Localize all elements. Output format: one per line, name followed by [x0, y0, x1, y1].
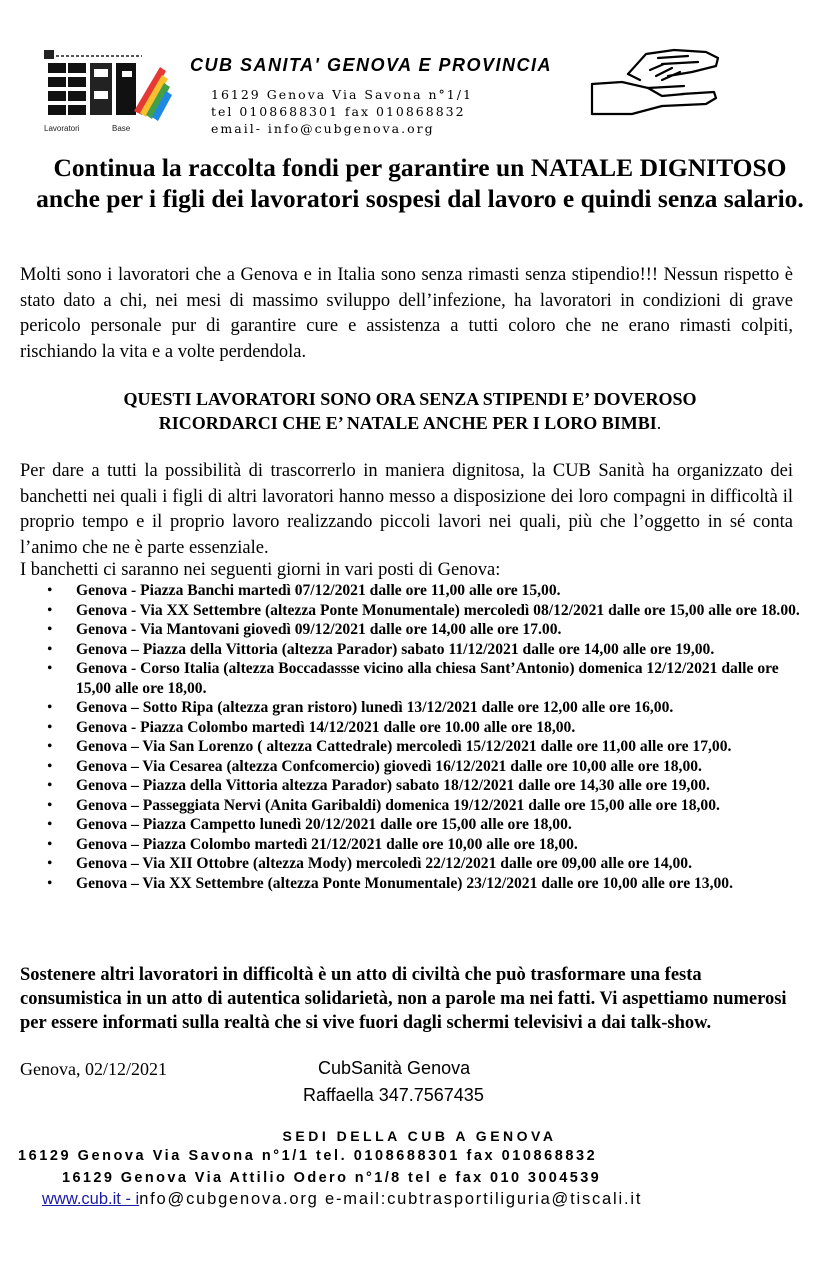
bullet-icon: •	[47, 738, 53, 755]
event-text: Genova – Piazza della Vittoria (altezza Parador) sabato 11/12/2021 dalle ore 14,00 alle ore 19,00.	[76, 640, 715, 658]
bullet-icon: •	[47, 757, 53, 775]
bullet-icon: •	[47, 835, 53, 853]
event-text: Genova - Piazza Colombo martedì 14/12/2021 dalle ore 10.00 alle ore 18,00.	[76, 718, 576, 736]
event-item	[0, 815, 800, 835]
bullet-icon: •	[47, 718, 53, 736]
event-text: Genova – Piazza della Vittoria altezza Parador) sabato 18/12/2021 dalle ore 14,30 alle ore 19,00.	[76, 777, 710, 794]
event-text: Genova – Piazza Campetto lunedì 20/12/2021 dalle ore 15,00 alle ore 18,00.	[76, 816, 572, 833]
footer-address-2: 16129 Genova Via Attilio Odero n°1/8 tel e fax 010 3004539	[62, 1170, 602, 1186]
caps-notice	[20, 387, 800, 435]
bullet-icon: •	[47, 601, 53, 619]
event-text: Genova – Sotto Ripa (altezza gran ristoro) lunedì 13/12/2021 dalle ore 12,00 alle ore 16,00.	[76, 699, 674, 716]
event-item	[0, 640, 800, 660]
event-item	[0, 835, 800, 855]
event-item	[0, 854, 800, 874]
bullet-icon: •	[47, 855, 53, 872]
events-intro: I banchetti ci saranno nei seguenti giorni in vari posti di Genova:	[20, 560, 501, 580]
helping-hands-icon	[588, 44, 722, 118]
footer-title: SEDI DELLA CUB A GENOVA	[282, 1128, 557, 1144]
bullet-icon: •	[47, 796, 53, 814]
event-text: Genova – Via San Lorenzo ( altezza Cattedrale) mercoledì 15/12/2021 dalle ore 11,00 alle ore 17,00.	[76, 738, 732, 755]
caps-notice-line2: RICORDARCI CHE E’ NATALE ANCHE PER I LORO BIMBI	[158, 413, 657, 433]
event-text: Genova – Piazza Colombo martedì 21/12/2021 dalle ore 10,00 alle ore 18,00.	[76, 835, 578, 853]
bullet-icon: •	[47, 660, 53, 677]
event-text: Genova – Via XII Ottobre (altezza Mody) mercoledì 22/12/2021 dalle ore 09,00 alle ore 14,00.	[76, 855, 693, 872]
bullet-icon: •	[47, 640, 53, 658]
footer-address-1: 16129 Genova Via Savona n°1/1 tel. 0108688301 fax 010868832	[18, 1148, 598, 1164]
bullet-icon: •	[47, 699, 53, 716]
event-text: Genova - Corso Italia (altezza Boccadassse vicino alla chiesa Sant’Antonio) domenica 12/12/2021 dalle ore 15,00 alle ore 18,00.	[76, 660, 779, 697]
svg-text:Lavoratori: Lavoratori	[44, 124, 80, 133]
second-paragraph: Per dare a tutti la possibilità di trascorrerlo in maniera dignitosa, la CUB Sanità ha organizzato dei banchetti nei quali i figli di altri lavoratori hanno messo a disposizione dei loro compagni in difficoltà il proprio tempo e il proprio lavoro realizzando piccoli lavori nei quali, più che l’oggetto in sé conta l’animo che ne è parte essenziale.	[20, 461, 793, 558]
event-item	[0, 718, 800, 738]
signature-org: CubSanità Genova	[318, 1058, 471, 1078]
org-address-line: 16129 Genova Via Savona n°1/1	[211, 87, 473, 102]
bullet-icon: •	[47, 582, 53, 599]
caps-notice-line1: QUESTI LAVORATORI SONO ORA SENZA STIPENDI E’ DOVEROSO	[123, 389, 697, 409]
intro-paragraph: Molti sono i lavoratori che a Genova e in Italia sono senza rimasti senza stipendio!!! Nessun rispetto è stato dato a chi, nei mesi di massimo sviluppo dell’infezione, ha lavoratori in condizioni di grave pericolo personale pur di garantire cure e assistenza a tutti coloro che ne erano rimasti colpiti, rischiando la vita e a volte perdendola.	[20, 265, 793, 362]
event-item	[0, 874, 800, 894]
event-item	[0, 776, 800, 796]
bullet-icon: •	[47, 816, 53, 833]
page-title: Continua la raccolta fondi per garantire un NATALE DIGNITOSO anche per i figli dei lavoratori sospesi dal lavoro e quindi senza salario.	[36, 153, 804, 213]
svg-text:Base: Base	[112, 124, 131, 133]
event-text: Genova – Via XX Settembre (altezza Ponte Monumentale) 23/12/2021 dalle ore 10,00 alle ore 13,00.	[76, 874, 733, 892]
event-item	[0, 796, 800, 816]
org-phone-line: tel 0108688301 fax 010868832	[211, 104, 466, 119]
bullet-icon: •	[47, 621, 53, 638]
event-item	[0, 757, 800, 777]
event-item	[0, 698, 800, 718]
event-text: Genova – Via Cesarea (altezza Confcomercio) giovedì 16/12/2021 dalle ore 10,00 alle ore 18,00.	[76, 757, 702, 775]
event-item	[0, 601, 800, 621]
org-name: CUB SANITA' GENOVA E PROVINCIA	[190, 55, 552, 75]
event-item	[0, 581, 800, 601]
event-item	[0, 737, 800, 757]
event-text: Genova - Via XX Settembre (altezza Ponte Monumentale) mercoledì 08/12/2021 dalle ore 15,00 alle ore 18.00.	[76, 601, 800, 619]
org-email-line: email- info@cubgenova.org	[211, 121, 435, 136]
footer-emails: nfo@cubgenova.org e-mail:cubtrasportiliguria@tiscali.it	[139, 1190, 643, 1208]
footer-contacts	[42, 1190, 642, 1209]
event-text: Genova - Piazza Banchi martedì 07/12/2021 dalle ore 11,00 alle ore 15,00.	[76, 582, 561, 599]
caps-notice-end: .	[656, 413, 662, 433]
cub-sanita-logo	[42, 47, 174, 135]
closing-text: Sostenere altri lavoratori in difficoltà è un atto di civiltà che può trasformare una festa consumistica in un atto di autentica solidarietà, non a parole ma nei fatti. Vi aspettiamo numerosi per essere informati sulla realtà che si vive fuori dagli schermi televisivi a dai talk-show.	[20, 965, 787, 1033]
events-list	[0, 581, 800, 893]
event-text: Genova - Via Mantovani giovedì 09/12/2021 dalle ore 14,00 alle ore 17.00.	[76, 621, 562, 638]
event-text: Genova – Passeggiata Nervi (Anita Garibaldi) domenica 19/12/2021 dalle ore 15,00 alle ore 18,00.	[76, 796, 720, 814]
website-link[interactable]: www.cub.it - i	[42, 1190, 140, 1208]
event-item	[0, 620, 800, 640]
bullet-icon: •	[47, 874, 53, 892]
date-line: Genova, 02/12/2021	[20, 1059, 167, 1079]
event-item	[0, 659, 800, 698]
signature-contact: Raffaella 347.7567435	[303, 1085, 484, 1105]
bullet-icon: •	[47, 777, 53, 794]
